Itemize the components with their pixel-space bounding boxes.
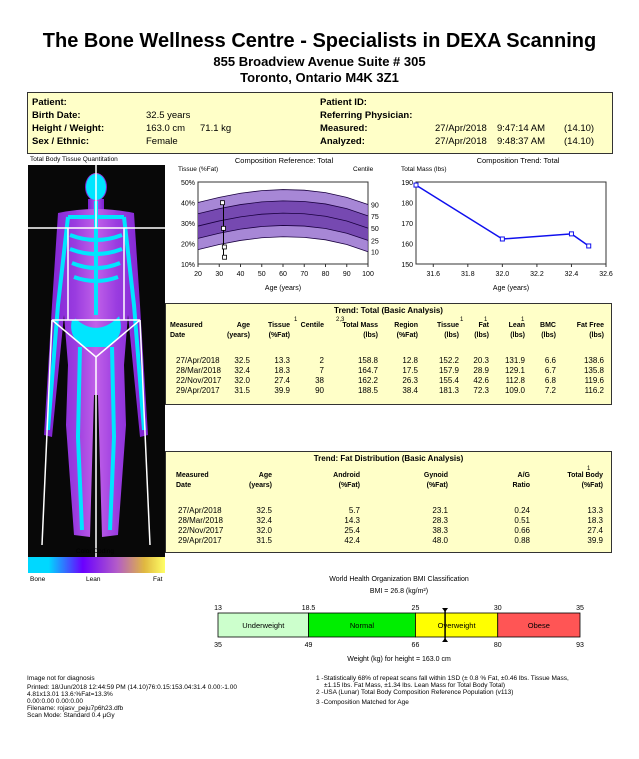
y-tick-label: 20% — [180, 241, 195, 249]
color-coding-scale — [28, 557, 165, 573]
color-coding-label: Color Coding — [76, 548, 114, 555]
bmi-category-label: Normal — [349, 621, 375, 630]
y-tick-label: 180 — [401, 200, 413, 208]
trend-total-cell: 17.5 — [402, 366, 418, 375]
patient-label: Patient: — [32, 97, 67, 108]
x-tick-label: 32.4 — [564, 271, 579, 278]
trend-total-header: Region — [394, 322, 418, 329]
trend-total-cell: 119.6 — [584, 376, 604, 385]
trend-total-cell: 7 — [319, 366, 324, 375]
bmi-marker-top — [442, 608, 448, 612]
trend-total-header-sub: (years) — [227, 332, 250, 339]
centile-label: 75 — [371, 213, 379, 221]
trend-total-header-sub: Date — [170, 332, 186, 339]
trend-total-header: Age — [236, 322, 250, 329]
bmi-category-label: Overweight — [437, 621, 476, 630]
trend-total-header: BMC — [540, 322, 556, 329]
trend-total-header: Fat — [478, 322, 489, 329]
ref-chart-right-label: Centile — [353, 166, 374, 173]
trend-total-cell: 116.2 — [584, 386, 604, 395]
bmi-bottom-tick: 66 — [411, 642, 420, 649]
weight-value: 71.1 kg — [200, 123, 232, 134]
scale-label-fat: Fat — [153, 576, 163, 583]
trend-total-cell: 135.8 — [583, 366, 604, 375]
trend-total-header: Centile — [300, 322, 324, 329]
trend-total-cell: 109.0 — [504, 386, 525, 395]
bmi-top-tick: 30 — [493, 605, 502, 612]
trend-fat-header: Gynoid — [423, 472, 448, 479]
trend-fat-header: Android — [333, 472, 360, 479]
trend-point — [414, 183, 418, 187]
header-superscript: 2,3 — [336, 317, 345, 323]
ref-point — [222, 245, 226, 249]
centile-label: 90 — [371, 202, 379, 210]
composition-reference-chart — [170, 172, 385, 292]
trend-fat-cell: 32.5 — [256, 506, 272, 515]
measured-version: (14.10) — [564, 123, 595, 134]
analyzed-time: 9:48:37 AM — [497, 136, 546, 147]
trend-total-cell: 31.5 — [234, 386, 250, 395]
trend-total-cell: 28.9 — [473, 366, 489, 375]
trend-fat-cell: 42.4 — [344, 536, 360, 545]
footer-left-line: Printed: 18/Jun/2018 12:44:59 PM (14.10)76:0.15:153.04:31.4 0.00:-1.00 — [27, 684, 237, 691]
trend-chart-title: Composition Trend: Total — [476, 156, 560, 165]
bmi-top-tick: 25 — [411, 605, 420, 612]
trend-fat-cell: 38.3 — [432, 526, 448, 535]
analyzed-date: 27/Apr/2018 — [435, 136, 487, 147]
trend-total-cell: 157.9 — [438, 366, 459, 375]
trend-total-header-sub: (lbs) — [510, 332, 525, 339]
trend-total-header: Tissue — [267, 322, 290, 329]
header-superscript: 1 — [484, 317, 488, 323]
trend-total-header-sub: (lbs) — [474, 332, 489, 339]
trend-fat-cell: 25.4 — [344, 526, 360, 535]
x-tick-label: 90 — [342, 271, 351, 278]
trend-total-cell: 32.0 — [234, 376, 250, 385]
scale-label-bone: Bone — [30, 576, 46, 583]
footer-left-line: 0.00:0.00 0.00:0.00 — [27, 698, 84, 705]
trend-fat-cell: 22/Nov/2017 — [178, 526, 224, 535]
y-tick-label: 10% — [180, 262, 195, 269]
trend-total-header-sub: (lbs) — [589, 332, 604, 339]
ref-chart-ylabel: Tissue (%Fat) — [178, 166, 219, 173]
trend-fat-cell: 29/Apr/2017 — [178, 536, 222, 545]
trend-fat-cell: 48.0 — [432, 536, 448, 545]
bmi-bottom-tick: 49 — [304, 642, 313, 649]
trend-total-cell: 138.6 — [583, 356, 604, 365]
trend-total-cell: 18.3 — [274, 366, 290, 375]
patient-info-panel — [27, 92, 613, 154]
footer-left-line: Filename: rojasv_peju7p6h23.dfb — [27, 705, 124, 712]
trend-total-cell: 32.4 — [234, 366, 250, 375]
trend-total-cell: 188.5 — [357, 386, 378, 395]
y-tick-label: 40% — [180, 200, 195, 208]
footnote-1: 1 -Statistically 68% of repeat scans fall within 1SD (± 0.8 % Fat, ±0.46 lbs. Tissue Mass, — [316, 675, 569, 682]
trend-fat-cell: 0.51 — [514, 516, 530, 525]
trend-total-cell: 112.8 — [505, 376, 525, 385]
y-tick-label: 190 — [401, 180, 413, 187]
x-tick-label: 30 — [215, 271, 224, 278]
x-tick-label: 100 — [362, 271, 374, 278]
trend-total-cell: 155.4 — [438, 376, 459, 385]
trend-fat-cell: 27.4 — [587, 526, 603, 535]
ref-point — [220, 201, 224, 205]
age-value: 32.5 years — [146, 110, 191, 121]
trend-fat-header-sub: (%Fat) — [426, 482, 448, 489]
bmi-value: BMI = 26.8 (kg/m²) — [369, 588, 429, 595]
trend-fat-cell: 5.7 — [348, 506, 360, 515]
x-tick-label: 40 — [236, 271, 245, 278]
ref-point — [222, 226, 226, 230]
ref-point — [223, 255, 227, 259]
trend-fat-cell: 0.24 — [514, 506, 530, 515]
trend-total-header: Tissue — [436, 322, 459, 329]
header-superscript: 1 — [587, 466, 591, 472]
trend-fat-header: A/G — [517, 472, 530, 479]
trend-fat-cell: 39.9 — [587, 536, 603, 545]
bmi-bottom-tick: 93 — [576, 642, 584, 649]
trend-fat-header: Total Body — [567, 472, 603, 479]
trend-total-cell: 158.8 — [357, 356, 378, 365]
trend-total-cell: 38.4 — [402, 386, 418, 395]
trend-total-table — [165, 303, 612, 405]
trend-total-cell: 22/Nov/2017 — [176, 376, 222, 385]
trend-total-cell: 7.2 — [544, 386, 556, 395]
y-tick-label: 30% — [180, 221, 195, 228]
bmi-title: World Health Organization BMI Classification — [329, 576, 469, 583]
trend-total-header-sub: (%Fat) — [396, 332, 418, 339]
bmi-footer: Weight (kg) for height = 163.0 cm — [347, 656, 451, 663]
trend-fat-title: Trend: Fat Distribution (Basic Analysis) — [313, 454, 464, 463]
trend-chart-ylabel: Total Mass (lbs) — [401, 166, 447, 173]
header-superscript: 1 — [294, 317, 298, 323]
trend-total-cell: 6.7 — [544, 366, 556, 375]
centile-label: 10 — [371, 249, 379, 257]
bmi-top-tick: 13 — [214, 605, 222, 612]
footnote-2: 2 -USA (Lunar) Total Body Composition Reference Population (v113) — [316, 689, 514, 696]
trend-fat-cell: 28.3 — [432, 516, 448, 525]
analyzed-version: (14.10) — [564, 136, 595, 147]
trend-total-cell: 181.3 — [438, 386, 459, 395]
bmi-bottom-tick: 80 — [493, 642, 502, 649]
x-tick-label: 70 — [300, 271, 309, 278]
trend-total-header: Total Mass — [342, 322, 378, 329]
trend-point — [500, 237, 504, 241]
trend-fat-cell: 32.4 — [256, 516, 272, 525]
trend-total-cell: 27.4 — [274, 376, 290, 385]
trend-total-header-sub: (%Fat) — [268, 332, 290, 339]
trend-fat-cell: 27/Apr/2018 — [178, 506, 222, 515]
trend-total-cell: 152.2 — [438, 356, 459, 365]
clinic-address-line2: Toronto, Ontario M4K 3Z1 — [240, 70, 399, 85]
trend-total-cell: 27/Apr/2018 — [176, 356, 220, 365]
footer-left-line: Image not for diagnosis — [27, 675, 95, 682]
trend-total-title: Trend: Total (Basic Analysis) — [334, 306, 443, 315]
footnote-1-cont: ±1.15 lbs. Fat Mass, ±1.34 lbs. Lean Mass for Total Body Total) — [324, 682, 506, 689]
bmi-marker-bottom — [442, 638, 448, 642]
trend-xlabel: Age (years) — [492, 285, 530, 292]
trend-fat-cell: 32.0 — [256, 526, 272, 535]
x-tick-label: 50 — [257, 271, 266, 278]
composition-trend-chart — [388, 172, 613, 292]
trend-total-cell: 6.8 — [544, 376, 556, 385]
trend-fat-cell: 13.3 — [587, 506, 603, 515]
trend-fat-cell: 18.3 — [587, 516, 603, 525]
trend-point — [569, 232, 573, 236]
y-tick-label: 160 — [401, 241, 413, 249]
x-tick-label: 32.0 — [495, 271, 510, 278]
trend-total-cell: 13.3 — [274, 356, 290, 365]
x-tick-label: 20 — [194, 271, 202, 278]
measured-date: 27/Apr/2018 — [435, 123, 487, 134]
trend-total-cell: 38 — [315, 376, 324, 385]
trend-fat-cell: 31.5 — [256, 536, 272, 545]
dexa-body-scan-image — [28, 165, 165, 558]
trend-fat-header: Age — [258, 472, 272, 479]
footer-left — [27, 675, 237, 719]
trend-total-cell: 90 — [315, 386, 324, 395]
bmi-top-tick: 35 — [576, 605, 584, 612]
y-tick-label: 150 — [401, 262, 413, 269]
height-weight-label: Height / Weight: — [32, 123, 105, 134]
trend-total-header-sub: (lbs) — [363, 332, 378, 339]
trend-fat-cell: 14.3 — [344, 516, 360, 525]
trend-total-cell: 28/Mar/2018 — [176, 366, 221, 375]
trend-point — [587, 244, 591, 248]
x-tick-label: 60 — [279, 271, 287, 278]
trend-fat-table — [165, 451, 612, 553]
x-tick-label: 32.6 — [599, 271, 613, 278]
trend-total-header: Fat Free — [576, 322, 604, 329]
sex-value: Female — [146, 136, 178, 147]
footer-right — [316, 675, 569, 706]
clinic-address-line1: 855 Broadview Avenue Suite # 305 — [213, 54, 426, 69]
trend-fat-cell: 23.1 — [432, 506, 448, 515]
patient-id-label: Patient ID: — [320, 97, 367, 108]
bmi-top-tick: 18.5 — [301, 605, 316, 612]
height-value: 163.0 cm — [146, 123, 186, 134]
x-tick-label: 31.6 — [426, 271, 441, 278]
trend-fat-header-sub: (%Fat) — [338, 482, 360, 489]
referring-physician-label: Referring Physician: — [320, 110, 413, 121]
trend-total-header: Measured — [170, 322, 203, 329]
trend-total-cell: 164.7 — [357, 366, 378, 375]
scale-label-lean: Lean — [86, 576, 101, 583]
trend-total-cell: 32.5 — [234, 356, 250, 365]
trend-fat-header-sub: (years) — [249, 482, 272, 489]
bmi-category-label: Underweight — [242, 621, 285, 630]
trend-total-cell: 131.9 — [504, 356, 525, 365]
measured-label: Measured: — [320, 123, 368, 134]
footer-left-line: Scan Mode: Standard 0.4 µGy — [27, 712, 115, 719]
centile-label: 50 — [371, 226, 379, 234]
trend-total-cell: 2 — [319, 356, 324, 365]
y-tick-label: 170 — [401, 221, 413, 228]
trend-total-cell: 29/Apr/2017 — [176, 386, 220, 395]
trend-total-cell: 72.3 — [473, 386, 489, 395]
measured-time: 9:47:14 AM — [497, 123, 546, 134]
sex-ethnic-label: Sex / Ethnic: — [32, 136, 90, 147]
trend-total-header: Lean — [508, 322, 525, 329]
analyzed-label: Analyzed: — [320, 136, 365, 147]
footer-left-line: 4.81x13.01 13.6:%Fat=13.3% — [27, 691, 113, 698]
centile-label: 25 — [371, 238, 379, 246]
trend-total-cell: 6.6 — [544, 356, 556, 365]
trend-total-header-sub: (lbs) — [444, 332, 459, 339]
ref-xlabel: Age (years) — [264, 285, 302, 292]
header-superscript: 1 — [460, 317, 464, 323]
birth-date-label: Birth Date: — [32, 110, 81, 121]
trend-fat-header-sub: Date — [176, 482, 192, 489]
trend-total-cell: 39.9 — [274, 386, 290, 395]
trend-total-cell: 42.6 — [473, 376, 489, 385]
trend-total-cell: 129.1 — [504, 366, 525, 375]
trend-total-header-sub: (lbs) — [541, 332, 556, 339]
trend-total-cell: 26.3 — [402, 376, 418, 385]
header-superscript: 1 — [521, 317, 525, 323]
image-panel-title: Total Body Tissue Quantitation — [30, 156, 118, 163]
trend-fat-cell: 0.88 — [514, 536, 530, 545]
bmi-category-label: Obese — [527, 621, 550, 630]
y-tick-label: 50% — [180, 180, 195, 187]
bmi-bottom-tick: 35 — [214, 642, 222, 649]
trend-fat-cell: 28/Mar/2018 — [178, 516, 223, 525]
trend-fat-cell: 0.66 — [514, 526, 530, 535]
footnote-3: 3 -Composition Matched for Age — [316, 699, 409, 706]
trend-total-cell: 20.3 — [473, 356, 489, 365]
ref-chart-title: Composition Reference: Total — [234, 156, 334, 165]
trend-fat-header-sub: Ratio — [512, 482, 530, 489]
trend-fat-header: Measured — [176, 472, 209, 479]
x-tick-label: 80 — [321, 271, 330, 278]
trend-total-cell: 162.2 — [357, 376, 378, 385]
trend-total-cell: 12.8 — [402, 356, 418, 365]
trend-plot-area — [416, 182, 606, 264]
clinic-title: The Bone Wellness Centre - Specialists in DEXA Scanning — [42, 30, 597, 52]
x-tick-label: 32.2 — [530, 271, 544, 278]
x-tick-label: 31.8 — [461, 271, 475, 278]
trend-fat-header-sub: (%Fat) — [581, 482, 603, 489]
